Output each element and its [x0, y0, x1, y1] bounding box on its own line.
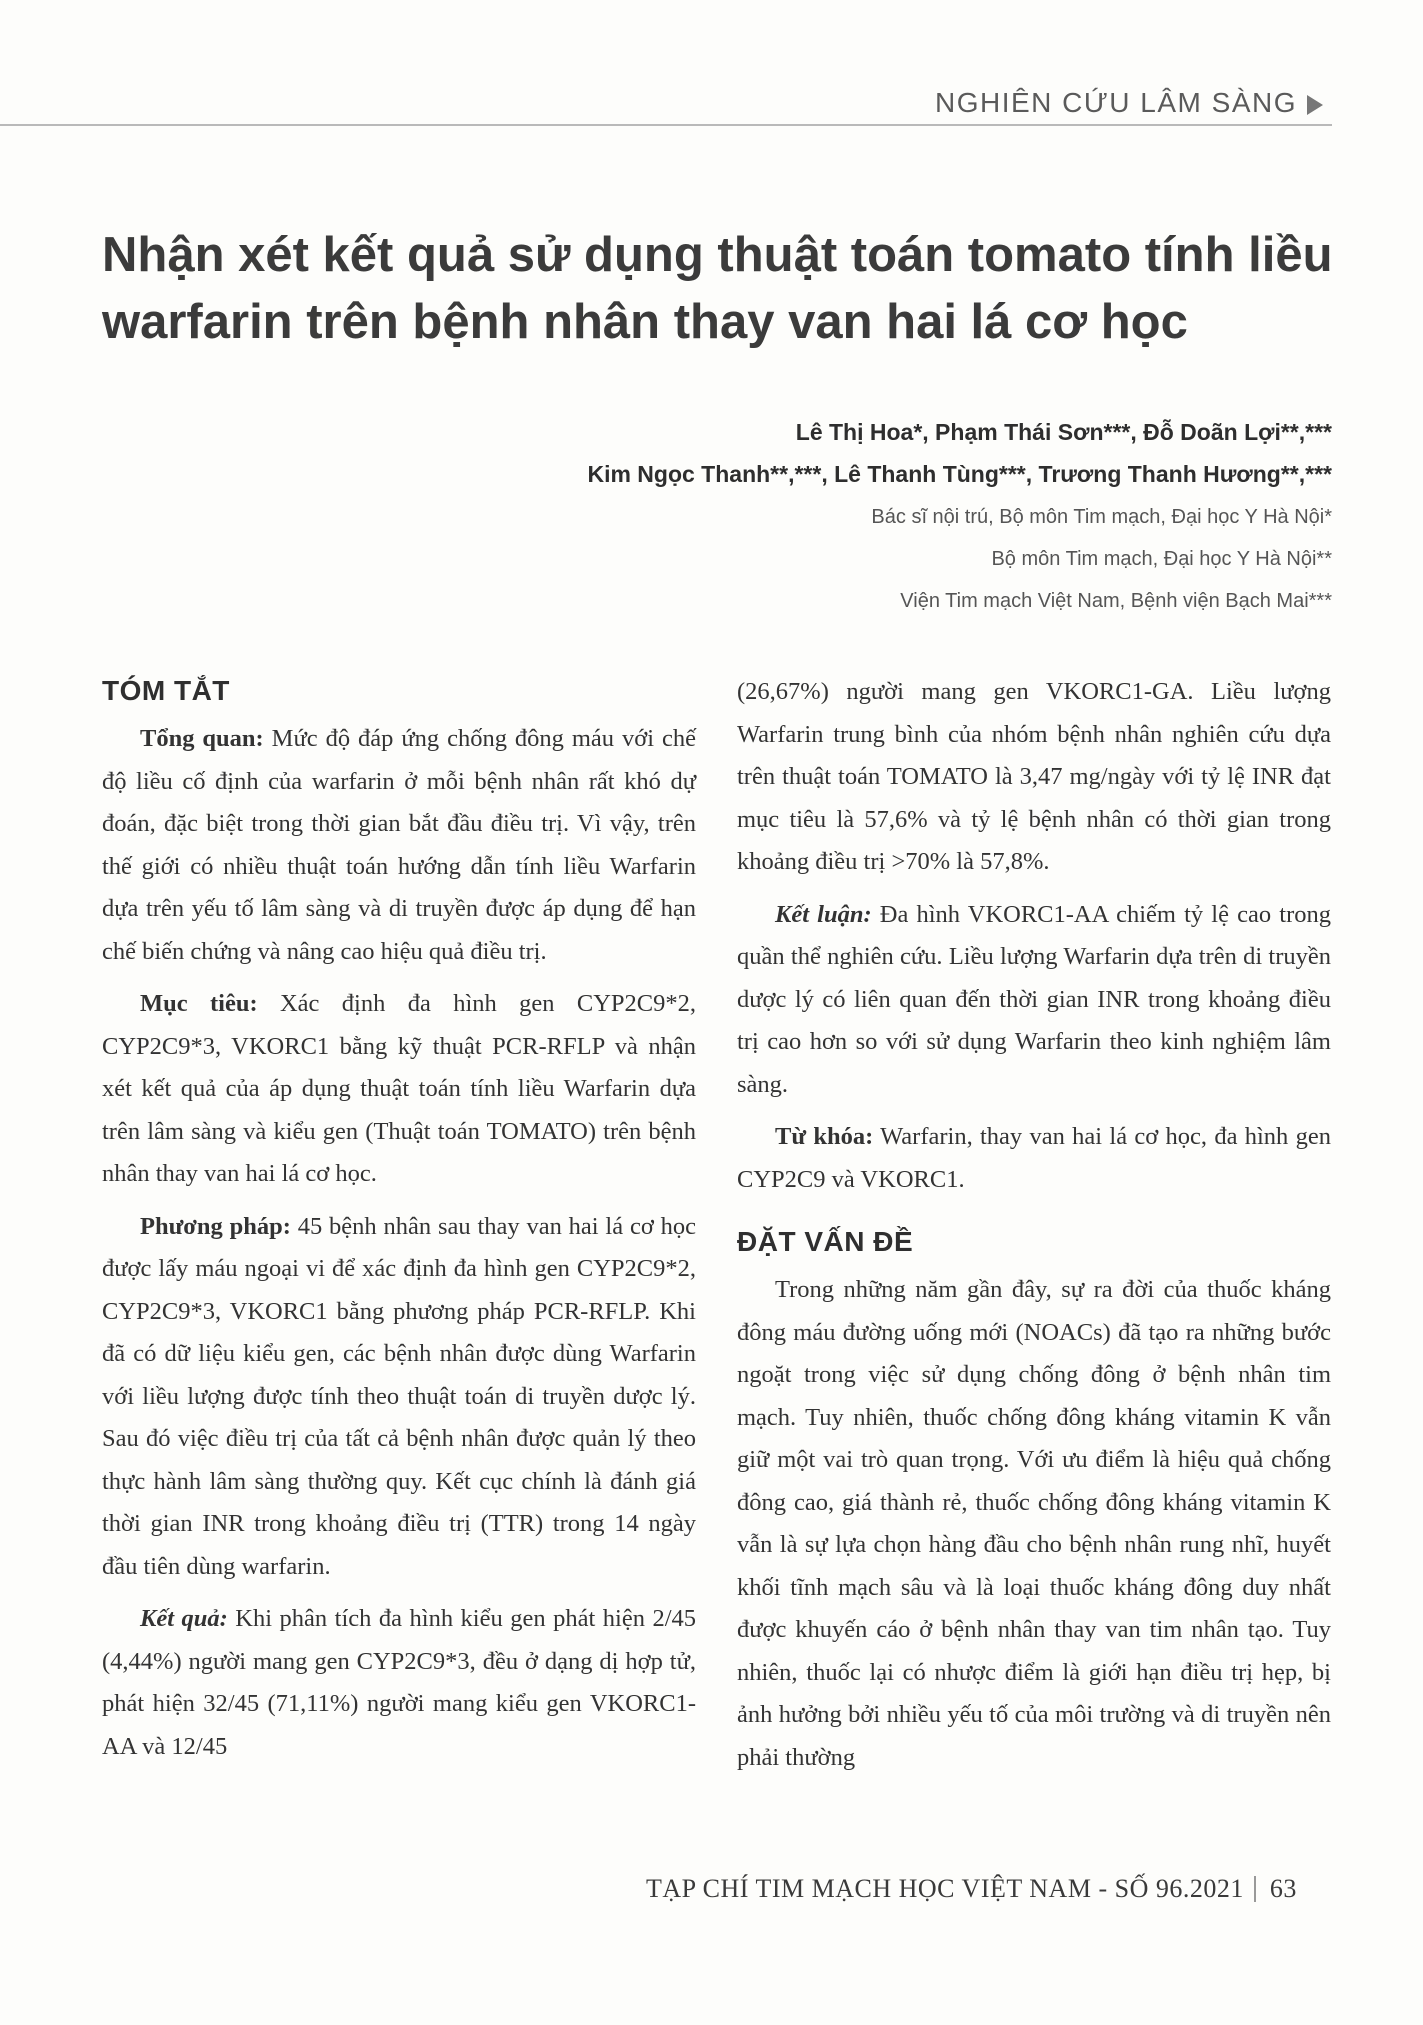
overview-label: Tổng quan: [140, 725, 264, 752]
conclusion-label: Kết luận: [775, 900, 872, 928]
abstract-results-continued: (26,67%) người mang gen VKORC1-GA. Liều lượng Warfarin trung bình của nhóm bệnh nhân nghiên cứu dựa trên thuật toán TOMATO là 3,47 mg/ngày với tỷ lệ INR đạt mục tiêu là 57,6% và tỷ lệ bệnh nhân có thời gian trong khoảng điều trị >70% là 57,8%. [737, 678, 1331, 875]
keywords-label: Từ khóa: [775, 1123, 874, 1150]
methods-label: Phương pháp: [140, 1212, 291, 1240]
author-line: Kim Ngọc Thanh**,***, Lê Thanh Tùng***, Trương Thanh Hương**,*** [587, 461, 1332, 487]
abstract-keywords [737, 1116, 1331, 1201]
journal-name: TẠP CHÍ TIM MẠCH HỌC VIỆT NAM - SỐ 96.2021 [646, 1874, 1244, 1903]
section-label-text: NGHIÊN CỨU LÂM SÀNG [934, 87, 1297, 118]
affiliation: Bộ môn Tim mạch, Đại học Y Hà Nội** [991, 548, 1332, 570]
abstract-heading: TÓM TẮT [102, 675, 230, 706]
methods-text: 45 bệnh nhân sau thay van hai lá cơ học được lấy máu ngoại vi để xác định đa hình gen CYP2C9*2, CYP2C9*3, VKORC1 bằng phương pháp PCR-RFLP. Khi đã có dữ liệu kiểu gen, các bệnh nhân được dùng Warfarin với liều lượng được tính theo thuật toán di truyền dược lý. Sau đó việc điều trị của tất cả bệnh nhân được quản lý theo thực hành lâm sàng thường quy. Kết cục chính là đánh giá thời gian INR trong khoảng điều trị (TTR) trong 14 ngày đầu tiên dùng warfarin. [102, 1212, 696, 1580]
conclusion-text: Đa hình VKORC1-AA chiếm tỷ lệ cao trong quần thể nghiên cứu. Liều lượng Warfarin dựa trên di truyền dược lý có liên quan đến thời gian INR trong khoảng điều trị cao hơn so với sử dụng Warfarin theo kinh nghiệm lâm sàng. [737, 900, 1331, 1098]
triangle-marker-icon [1307, 95, 1323, 115]
abstract-overview [102, 718, 696, 973]
abstract-objective [102, 983, 696, 1196]
article-title: Nhận xét kết quả sử dụng thuật toán tomato tính liều warfarin trên bệnh nhân thay van hai lá cơ học [102, 228, 1333, 349]
overview-text: Mức độ đáp ứng chống đông máu với chế độ liều cố định của warfarin ở mỗi bệnh nhân rất khó dự đoán, đặc biệt trong thời gian bắt đầu điều trị. Vì vậy, trên thế giới có nhiều thuật toán hướng dẫn tính liều Warfarin dựa trên yếu tố lâm sàng và di truyền được áp dụng để hạn chế biến chứng và nâng cao hiệu quả điều trị. [102, 725, 696, 965]
results-text: Khi phân tích đa hình kiểu gen phát hiện 2/45 (4,44%) người mang gen CYP2C9*3, đều ở dạng dị hợp tử, phát hiện 32/45 (71,11%) người mang kiểu gen VKORC1-AA và 12/45 [102, 1605, 696, 1760]
abstract-methods [102, 1206, 696, 1589]
affiliation-list [871, 496, 1332, 622]
page-footer [646, 1874, 1297, 1904]
objective-text: Xác định đa hình gen CYP2C9*2, CYP2C9*3, VKORC1 bằng kỹ thuật PCR-RFLP và nhận xét kết quả của áp dụng thuật toán tính liều Warfarin dựa trên lâm sàng và kiểu gen (Thuật toán TOMATO) trên bệnh nhân thay van hai lá cơ học. [102, 990, 697, 1187]
affiliation: Bác sĩ nội trú, Bộ môn Tim mạch, Đại học Y Hà Nội* [871, 506, 1332, 528]
keywords-text: Warfarin, thay van hai lá cơ học, đa hình gen CYP2C9 và VKORC1. [737, 1123, 1331, 1193]
author-list [587, 411, 1332, 495]
page-number: 63 [1269, 1874, 1297, 1903]
abstract-conclusion [737, 894, 1331, 1107]
footer-divider [1254, 1876, 1256, 1902]
left-column [102, 670, 696, 1768]
header-rule [0, 124, 1332, 126]
right-column [737, 671, 1331, 1779]
author-line: Lê Thị Hoa*, Phạm Thái Sơn***, Đỗ Doãn Lợi**,*** [795, 419, 1332, 445]
intro-paragraph: Trong những năm gần đây, sự ra đời của thuốc kháng đông máu đường uống mới (NOACs) đã tạo ra những bước ngoặt trong việc sử dụng chống đông ở bệnh nhân tim mạch. Tuy nhiên, thuốc chống đông kháng vitamin K vẫn giữ một vai trò quan trọng. Với ưu điểm là hiệu quả chống đông cao, giá thành rẻ, thuốc chống đông kháng vitamin K vẫn là sự lựa chọn hàng đầu cho bệnh nhân rung nhĩ, huyết khối tĩnh mạch sâu và là loại thuốc kháng đông duy nhất được khuyến cáo ở bệnh nhân thay van tim nhân tạo. Tuy nhiên, thuốc lại có nhược điểm là giới hạn điều trị hẹp, bị ảnh hưởng bởi nhiều yếu tố của môi trường và di truyền nên phải thường [737, 1276, 1331, 1771]
affiliation: Viện Tim mạch Việt Nam, Bệnh viện Bạch Mai*** [900, 590, 1332, 612]
intro-heading: ĐẶT VẤN ĐỀ [737, 1226, 914, 1257]
section-label [935, 87, 1323, 119]
abstract-results [102, 1598, 696, 1768]
results-label: Kết quả: [140, 1605, 228, 1632]
objective-label: Mục tiêu: [140, 990, 258, 1017]
